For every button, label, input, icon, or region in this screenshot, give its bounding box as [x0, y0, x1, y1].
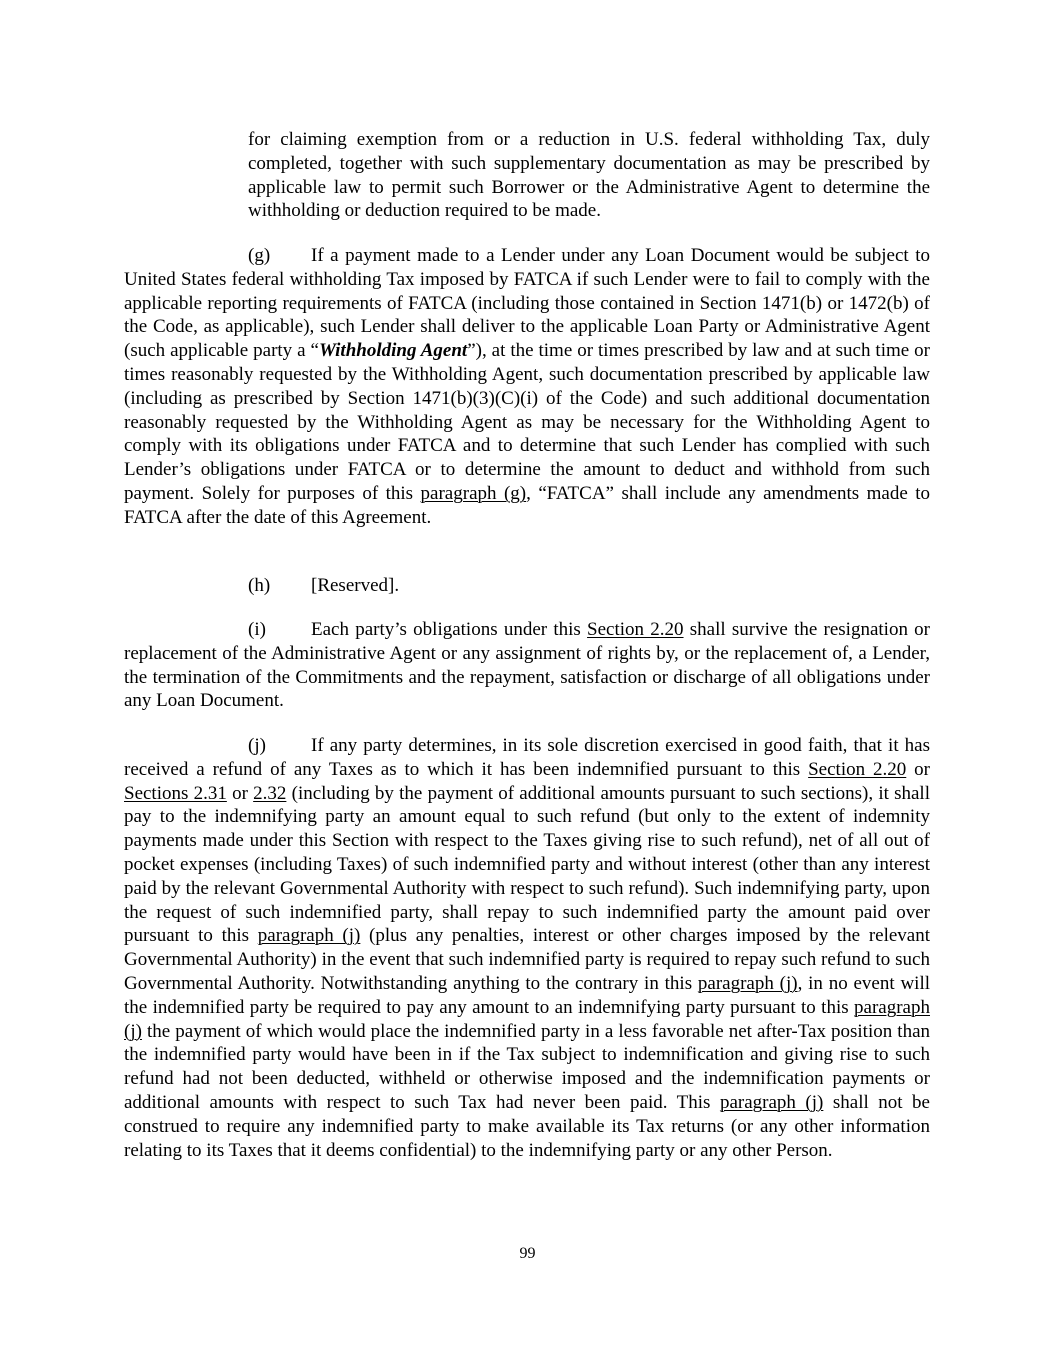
paragraph-i-text-2: shall survive the resignation or replacement of the Administrative Agent or any assignment of rights by, or the replacement of, a Lender, the termination of the Commitments and the repayment, satisfaction or discharge of all obligations under any Loan Document.	[124, 619, 931, 712]
paragraph-j-text-2: or	[906, 758, 931, 780]
cross-reference-section-2-20[interactable]: Section 2.20	[808, 758, 907, 780]
cross-reference-paragraph-j[interactable]: paragraph (j)	[697, 972, 798, 994]
paragraph-h	[124, 574, 930, 598]
cross-reference-paragraph-j[interactable]: paragraph (j)	[124, 996, 930, 1042]
defined-term-withholding-agent: Withholding Agent	[318, 340, 468, 362]
paragraph-j-text-7: the payment of which would place the indemnified party in a less favorable net after-Tax position than the indemnified party would have been in if the Tax subject to indemnification and giving rise to such refund had not been deducted, withheld or otherwise imposed and the indemnification payments or additional amounts with respect to such Tax had never been paid. This	[124, 1020, 930, 1113]
paragraph-j-label: (j)	[248, 735, 266, 756]
page-number: 99	[519, 1245, 536, 1262]
paragraph-h-text: [Reserved].	[311, 575, 400, 596]
cross-reference-paragraph-j[interactable]: paragraph (j)	[257, 925, 361, 947]
cross-reference-2-32[interactable]: 2.32	[253, 782, 287, 804]
paragraph-j-text-1: If any party determines, in its sole discretion exercised in good faith, that it has received a refund of any Taxes as to which it has been indemnified pursuant to this	[124, 735, 930, 780]
cross-reference-sections-2-31[interactable]: Sections 2.31	[124, 782, 227, 804]
paragraph-j-text-4: (including by the payment of additional amounts pursuant to such sections), it shall pay to the indemnifying party an amount equal to such refund (but only to the extent of indemnity payments made under this Section with respect to the Taxes giving rise to such refund), net of all out of pocket expenses (including Taxes) of such indemnified party and without interest (other than any interest paid by the relevant Governmental Authority with respect to such refund). Such indemnifying party, upon the request of such indemnified party, shall repay to such indemnified party the amount paid over pursuant to this	[124, 782, 930, 947]
paragraph-g-text-3: , “FATCA” shall include any amendments made to FATCA after the date of this Agreement.	[124, 482, 930, 528]
paragraph-g-text-2: ”), at the time or times prescribed by law and at such time or times reasonably requested by the Withholding Agent, such documentation prescribed by applicable law (including as prescribed by Section 1471(b)(3)(C)(i) of the Code) and such additional documentation reasonably requested by the Withholding Agent as may be necessary for the Withholding Agent to comply with its obligations under FATCA and to determine that such Lender has complied with such Lender’s obligations under FATCA or to determine the amount to deduct and withhold from such payment. Solely for purposes of this	[124, 340, 930, 504]
paragraph-i-text-1: Each party’s obligations under this	[311, 619, 588, 640]
paragraph-j-text-8: shall not be construed to require any indemnified party to make available its Tax returns (or any other information relating to its Taxes that it deems confidential) to the indemnifying party or any other Person.	[124, 1091, 930, 1161]
continuation-text: for claiming exemption from or a reduction in U.S. federal withholding Tax, duly completed, together with such supplementary documentation as may be prescribed by applicable law to permit such Borrower or the Administrative Agent to determine the withholding or deduction required to be made.	[248, 129, 930, 222]
paragraph-i-label: (i)	[248, 619, 266, 640]
continuation-paragraph	[248, 128, 930, 223]
cross-reference-paragraph-j[interactable]: paragraph (j)	[719, 1091, 824, 1113]
paragraph-j	[124, 734, 930, 1162]
paragraph-j-text-6: , in no event will the indemnified party be required to pay any amount to an indemnifying party pursuant to this	[124, 972, 930, 1018]
paragraph-g-text-1: If a payment made to a Lender under any Loan Document would be subject to United States federal withholding Tax imposed by FATCA if such Lender were to fail to comply with the applicable reporting requirements of FATCA (including those contained in Section 1471(b) or 1472(b) of the Code, as applicable), such Lender shall deliver to the applicable Loan Party or Administrative Agent (such applicable party a “	[124, 245, 930, 362]
cross-reference-section-2-20[interactable]: Section 2.20	[587, 619, 684, 640]
paragraph-j-text-3: or	[226, 782, 254, 804]
paragraph-i	[124, 618, 930, 713]
cross-reference-paragraph-g[interactable]: paragraph (g)	[420, 482, 527, 504]
paragraph-j-text-5: (plus any penalties, interest or other charges imposed by the relevant Governmental Authority) in the event that such indemnified party is required to repay such refund to such Governmental Authority. Notwithstanding anything to the contrary in this	[124, 925, 930, 994]
paragraph-g-label: (g)	[248, 245, 271, 266]
paragraph-h-label: (h)	[248, 575, 271, 596]
paragraph-g	[124, 244, 930, 530]
